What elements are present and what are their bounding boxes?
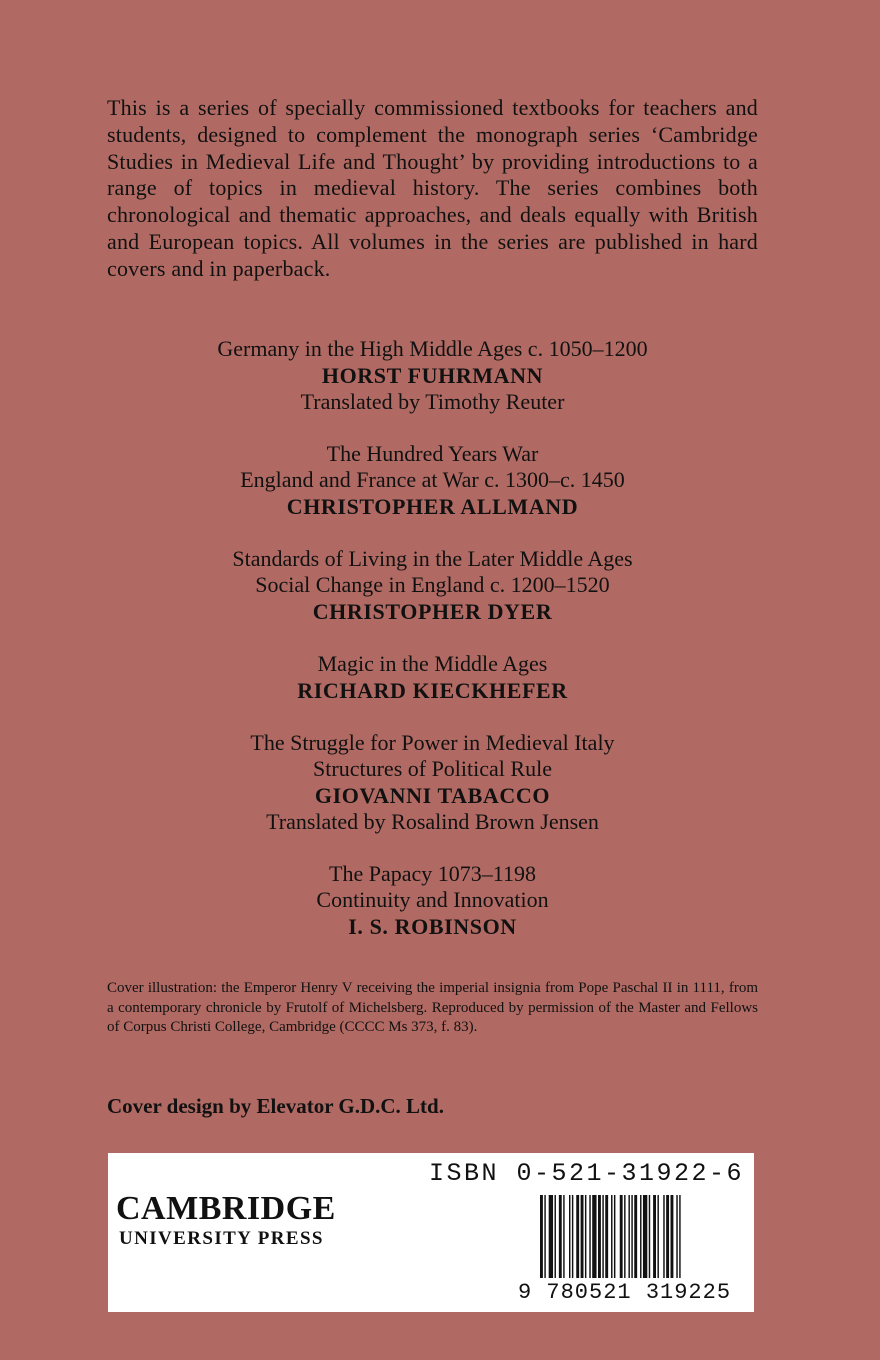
book-title-line: The Struggle for Power in Medieval Italy <box>250 730 615 755</box>
barcode-bar <box>614 1195 615 1278</box>
book-title-line: Magic in the Middle Ages <box>317 651 548 676</box>
barcode-bar <box>643 1195 647 1278</box>
book-subtitle-line: Continuity and Innovation <box>316 887 549 912</box>
barcode-bar <box>549 1195 553 1278</box>
book-author: RICHARD KIECKHEFER <box>297 678 568 703</box>
barcode-bar <box>569 1195 570 1278</box>
book-author: HORST FUHRMANN <box>321 363 544 388</box>
book-title-line: The Hundred Years War <box>326 441 539 466</box>
barcode-bar <box>589 1195 590 1278</box>
barcode-bar <box>572 1195 573 1278</box>
barcode-bar <box>585 1195 586 1278</box>
barcode <box>540 1195 745 1278</box>
barcode-bar <box>663 1195 664 1278</box>
book-entry-standards-of-living <box>110 546 755 625</box>
book-title-line: The Papacy 1073–1198 <box>329 861 536 886</box>
book-title-line: Germany in the High Middle Ages c. 1050–1200 <box>217 336 648 361</box>
barcode-bar <box>563 1195 564 1278</box>
book-author: I. S. ROBINSON <box>348 914 517 939</box>
barcode-bar <box>598 1195 601 1278</box>
book-title-line: Standards of Living in the Later Middle Ages <box>232 546 633 571</box>
book-subtitle-line: Structures of Political Rule <box>313 756 552 781</box>
barcode-bar <box>555 1195 556 1278</box>
publisher-name: CAMBRIDGE <box>116 1190 336 1227</box>
barcode-bar <box>620 1195 623 1278</box>
publisher-logo <box>116 1189 336 1249</box>
barcode-bar <box>671 1195 674 1278</box>
isbn-label: ISBN 0-521-31922-6 <box>428 1159 744 1188</box>
barcode-bar <box>611 1195 612 1278</box>
book-author: CHRISTOPHER ALLMAND <box>286 494 579 519</box>
cover-illustration-credit: Cover illustration: the Emperor Henry V receiving the imperial insignia from Pope Paschal II in 1111, from a contemporary chronicle by Frutolf of Michelsberg. Reproduced by permission of the Master and Fellows of Corpus Christi College, Cambridge (CCCC Ms 373, f. 83). <box>107 980 758 1035</box>
barcode-bar <box>657 1195 658 1278</box>
book-list <box>110 336 755 966</box>
barcode-bar <box>602 1195 603 1278</box>
barcode-bar <box>676 1195 677 1278</box>
barcode-bar <box>640 1195 641 1278</box>
series-description: This is a series of specially commissioned textbooks for teachers and students, designed to complement the monograph series ‘Cambridge Studies in Medieval Life and Thought’ by providing introductions to a range of topics in medieval history. The series combines both chronological and thematic approaches, and deals equally with British and European topics. All volumes in the series are published in hard covers and in paperback. <box>107 95 758 281</box>
publisher-subname: UNIVERSITY PRESS <box>119 1228 324 1249</box>
barcode-bar <box>581 1195 584 1278</box>
book-entry-magic <box>110 651 755 704</box>
book-subtitle-line: Social Change in England c. 1200–1520 <box>255 572 610 597</box>
book-author: GIOVANNI TABACCO <box>314 783 551 808</box>
barcode-bar <box>592 1195 596 1278</box>
book-translation: Translated by Rosalind Brown Jensen <box>266 809 599 834</box>
barcode-bar <box>559 1195 562 1278</box>
book-entry-hundred-years-war <box>110 441 755 520</box>
barcode-bar <box>576 1195 579 1278</box>
barcode-bar <box>634 1195 637 1278</box>
book-subtitle-line: England and France at War c. 1300–c. 1450 <box>240 467 625 492</box>
publisher-barcode-panel <box>108 1153 754 1312</box>
barcode-bar <box>649 1195 650 1278</box>
book-entry-germany <box>110 336 755 415</box>
book-author: CHRISTOPHER DYER <box>312 599 553 624</box>
barcode-bar <box>679 1195 680 1278</box>
book-translation: Translated by Timothy Reuter <box>300 389 565 414</box>
barcode-bar <box>540 1195 543 1278</box>
barcode-bar <box>631 1195 632 1278</box>
barcode-bar <box>605 1195 608 1278</box>
barcode-bars <box>540 1195 745 1278</box>
book-entry-medieval-italy <box>110 730 755 835</box>
barcode-bar <box>628 1195 629 1278</box>
barcode-bar <box>653 1195 656 1278</box>
barcode-bar <box>544 1195 545 1278</box>
book-entry-papacy <box>110 861 755 940</box>
cover-design-credit: Cover design by Elevator G.D.C. Ltd. <box>107 1094 444 1118</box>
barcode-bar <box>666 1195 669 1278</box>
barcode-number: 9 780521 319225 <box>518 1280 732 1305</box>
barcode-bar <box>624 1195 625 1278</box>
